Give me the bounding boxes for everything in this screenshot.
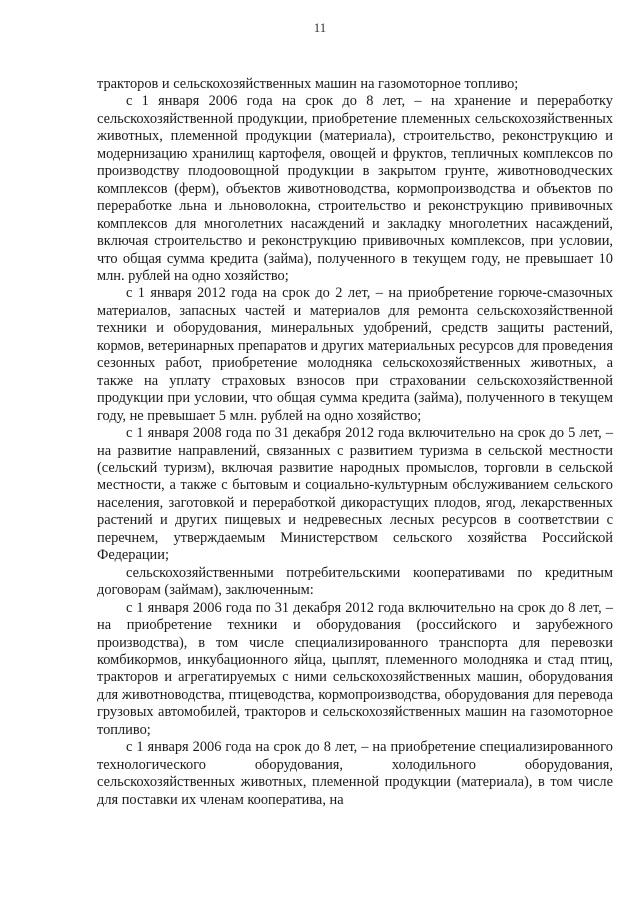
document-body [97, 76, 613, 809]
paragraph-2006-specialized-equipment: с 1 января 2006 года на срок до 8 лет, – на приобретение специализированного технологического оборудования, холодильного оборудования, сельскохозяйственных животных, племенной продукции (материала), в том числе для поставки их членам кооператива, на [97, 739, 613, 808]
paragraph-2008-rural-tourism: с 1 января 2008 года по 31 декабря 2012 года включительно на срок до 5 лет, – на развитие направлений, связанных с развитием туризма в сельской местности (сельский туризм), включая развитие народных промыслов, торговли в сельской местности, а также с бытовым и социально-культурным обслуживанием сельского населения, заготовкой и переработкой дикорастущих плодов, ягод, лекарственных растений и других пищевых и недревесных лесных ресурсов в соответствии с перечнем, утверждаемым Министерством сельского хозяйства Российской Федерации; [97, 425, 613, 564]
paragraph-2006-storage-processing: с 1 января 2006 года на срок до 8 лет, – на хранение и переработку сельскохозяйственной продукции, приобретение племенных сельскохозяйственных животных, племенной продукции (материала), строительство, реконструкцию и модернизацию хранилищ картофеля, овощей и фруктов, тепличных комплексов по производству плодоовощной продукции в закрытом грунте, животноводческих комплексов (ферм), объектов животноводства, кормопроизводства и объектов по переработке льна и льноволокна, строительство и реконструкцию прививочных комплексов для многолетних насаждений и закладку многолетних насаждений, включая строительство и реконструкцию прививочных комплексов, при условии, что общая сумма кредита (займа), полученного в текущем году, не превышает 10 млн. рублей на одно хозяйство; [97, 93, 613, 284]
paragraph-continuation: тракторов и сельскохозяйственных машин на газомоторное топливо; [97, 76, 519, 92]
paragraph-2012-fuel-materials: с 1 января 2012 года на срок до 2 лет, – на приобретение горюче-смазочных материалов, запасных частей и материалов для ремонта сельскохозяйственной техники и оборудования, минеральных удобрений, средств защиты растений, кормов, ветеринарных препаратов и других материальных ресурсов для проведения сезонных работ, приобретение молодняка сельскохозяйственных животных, а также на уплату страховых взносов при страховании сельскохозяйственной продукции при условии, что общая сумма кредита (займа), полученного в текущем году, не превышает 5 млн. рублей на одно хозяйство; [97, 285, 613, 424]
paragraph-2006-machinery: с 1 января 2006 года по 31 декабря 2012 года включительно на срок до 8 лет, – на приобретение техники и оборудования (российского и зарубежного производства), в том числе специализированного транспорта для перевозки комбикормов, инкубационного яйца, цыплят, племенного молодняка и стад птиц, тракторов и агрегатируемых с ними сельскохозяйственных машин, оборудования для животноводства, птицеводства, кормопроизводства, оборудования для перевода грузовых автомобилей, тракторов и сельскохозяйственных машин на газомоторное топливо; [97, 599, 613, 738]
paragraph-cooperatives-intro: сельскохозяйственными потребительскими кооперативами по кредитным договорам (займам), заключенным: [97, 564, 613, 599]
page-number: 11 [313, 20, 327, 35]
